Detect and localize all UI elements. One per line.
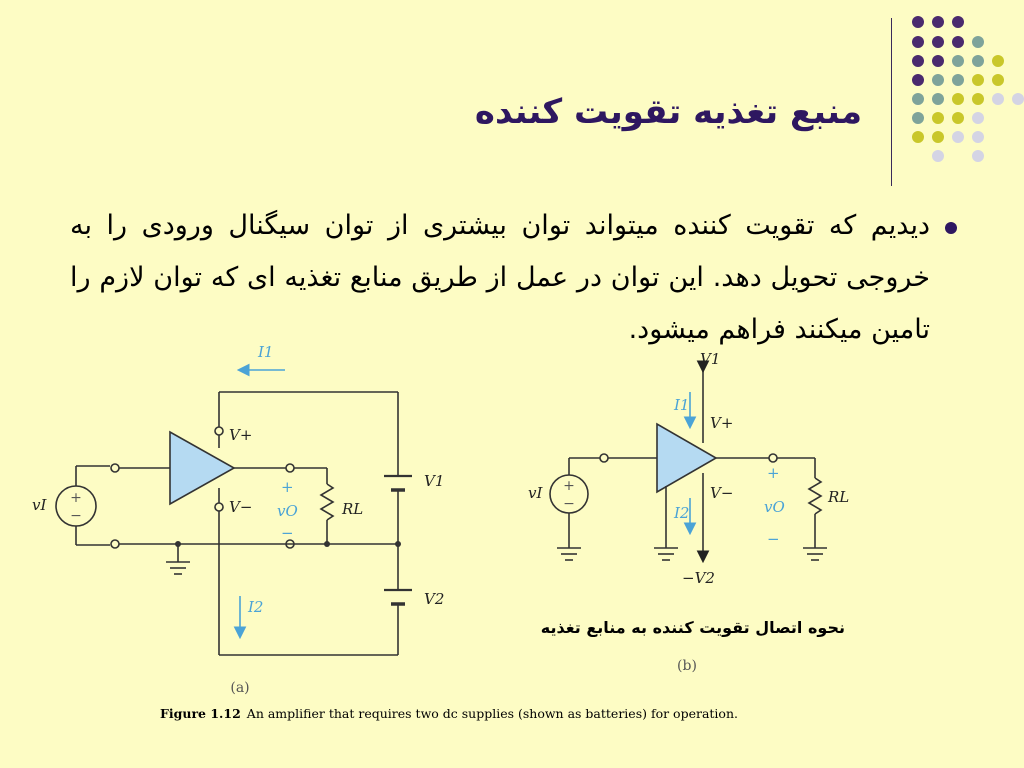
circuit-a-vo-label: vO xyxy=(277,502,298,520)
bullet-icon xyxy=(945,222,957,234)
circuit-b-v1-label: V1 xyxy=(700,350,721,368)
persian-figure-caption: نحوه اتصال تقویت کننده به منابع تغذیه xyxy=(540,618,845,637)
circuit-a-source-minus: − xyxy=(70,508,82,524)
dot-row-5 xyxy=(912,93,1024,105)
circuit-a-vminus-label: V− xyxy=(229,498,253,516)
circuit-b-vo-plus: + xyxy=(767,464,780,482)
circuit-b-vi-label: vI xyxy=(528,484,543,502)
title-divider-line xyxy=(891,18,892,186)
circuit-a-load-resistor xyxy=(321,484,333,520)
circuit-figure xyxy=(0,340,1024,768)
dot-row-2 xyxy=(912,36,984,48)
circuit-a-i2-label: I2 xyxy=(248,598,264,616)
circuit-a-vo-minus: − xyxy=(281,524,294,542)
circuit-b-source-plus: + xyxy=(563,478,575,494)
circuit-a-label: (a) xyxy=(230,680,250,696)
circuit-b-load-resistor xyxy=(809,478,821,514)
circuit-b-i1-label: I1 xyxy=(674,396,690,414)
circuit-b-vo-minus: − xyxy=(767,530,780,548)
bullet-paragraph: دیدیم که تقویت کننده میتواند توان بیشتری از توان سیگنال ورودی را به خروجی تحویل دهد. این توان در عمل از طریق منابع تغذیه ای که توان لازم را تامین میکنند فراهم میشود. xyxy=(70,210,930,345)
circuit-b-rl-label: RL xyxy=(828,488,850,506)
decorative-dot-grid xyxy=(0,0,1024,180)
circuit-b-neg-v2-label: −V2 xyxy=(682,569,715,587)
circuit-a-rl-label: RL xyxy=(342,500,364,518)
dot-row-8 xyxy=(932,150,984,162)
figure-caption-text: An amplifier that requires two dc supplies (shown as batteries) for operation. xyxy=(246,706,738,721)
circuit-b-vo-label: vO xyxy=(764,498,785,516)
dot-row-3 xyxy=(912,55,1004,67)
circuit-b-vminus-label: V− xyxy=(710,484,734,502)
circuit-b-vplus-label: V+ xyxy=(710,414,734,432)
figure-caption xyxy=(160,706,738,721)
circuit-a-i1-label: I1 xyxy=(258,343,274,361)
circuit-a-v2-label: V2 xyxy=(424,590,445,608)
circuit-a-v1-label: V1 xyxy=(424,472,445,490)
circuit-b-amplifier xyxy=(657,424,716,492)
dot-row-7 xyxy=(912,131,984,143)
figure-number: Figure 1.12 xyxy=(160,706,241,721)
dot-row-4 xyxy=(912,74,1004,86)
circuit-a-vo-plus: + xyxy=(281,478,294,496)
circuit-a-source-plus: + xyxy=(70,490,82,506)
circuit-a-vi-label: vI xyxy=(32,496,47,514)
circuit-a-amplifier xyxy=(170,432,234,504)
circuit-a-vplus-label: V+ xyxy=(229,426,253,444)
slide-title: منبع تغذیه تقویت کننده xyxy=(474,92,862,132)
dot-row-1 xyxy=(912,16,964,28)
circuit-b-i2-label: I2 xyxy=(674,504,690,522)
circuit-b-source-minus: − xyxy=(563,496,575,512)
circuit-b-label: (b) xyxy=(677,658,697,674)
dot-row-6 xyxy=(912,112,984,124)
